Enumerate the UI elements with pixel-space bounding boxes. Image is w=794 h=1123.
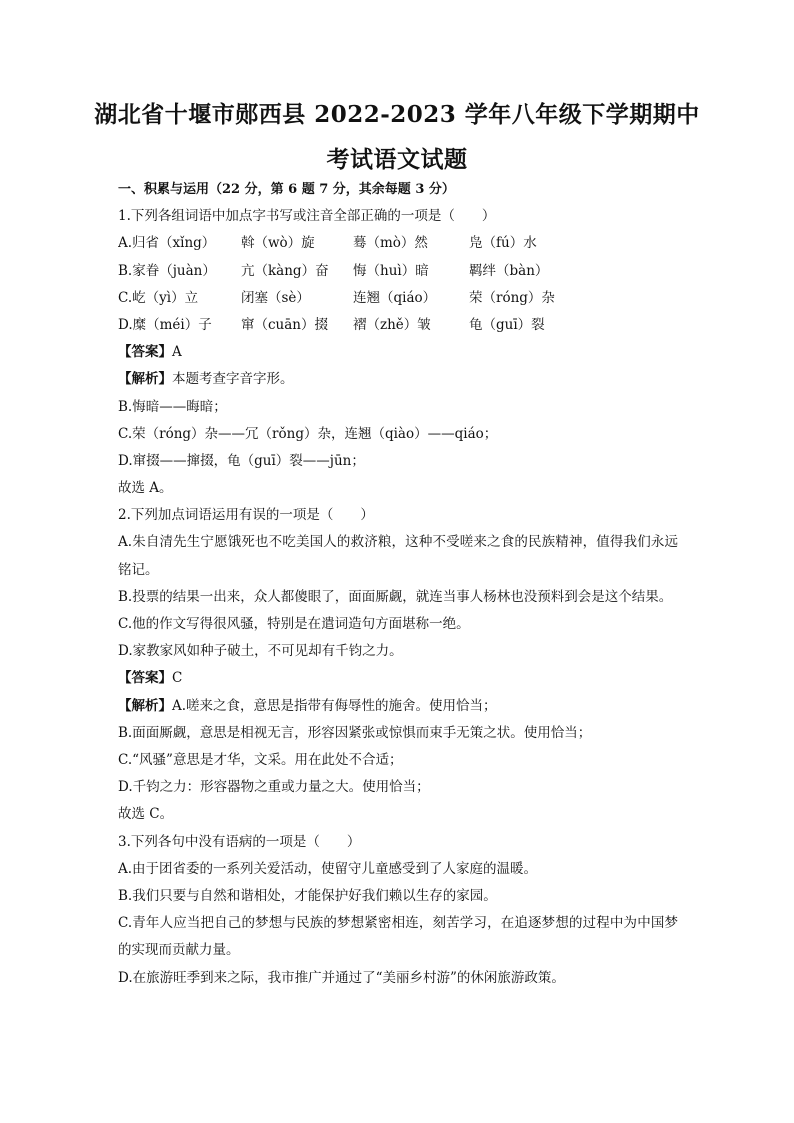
option-item: D.糜（méi）子 (118, 316, 212, 333)
option-item: 悔（huì）暗 (353, 262, 429, 279)
option-item: 羁绊（bàn） (469, 262, 549, 279)
option-item: 亢（kàng）奋 (241, 262, 329, 279)
option-item: 连翘（qiáo） (353, 289, 437, 306)
analysis-line: 故选 A。 (118, 480, 173, 497)
answer-value: A (172, 344, 182, 361)
question-3-option-c: C.青年人应当把自己的梦想与民族的梦想紧密相连，刻苦学习，在追逐梦想的过程中为中国梦的实现而贡献力量。 (118, 915, 678, 959)
option-item: 斡（wò）旋 (241, 235, 315, 252)
option-item: 褶（zhě）皱 (353, 316, 431, 333)
section-heading: 一、积累与运用（22 分，第 6 题 7 分，其余每题 3 分） (118, 182, 455, 197)
question-3-option-b: B.我们只要与自然和谐相处，才能保护好我们赖以生存的家园。 (118, 887, 497, 904)
question-3-stem: 3.下列各句中没有语病的一项是（ ） (118, 833, 361, 850)
question-1-option-c (118, 285, 678, 312)
option-item: 荣（róng）杂 (469, 289, 555, 306)
option-item: B.家眷（juàn） (118, 262, 216, 279)
analysis-tag: 【解析】 (118, 371, 172, 388)
question-1-answer (118, 339, 678, 366)
option-item: 龟（guī）裂 (469, 316, 545, 333)
analysis-line: B.面面厮觑，意思是相视无言，形容因紧张或惊惧而束手无策之状。使用恰当； (118, 724, 592, 741)
question-1-option-a (118, 230, 678, 257)
option-item: 蓦（mò）然 (353, 235, 428, 252)
question-1-analysis (118, 366, 678, 393)
analysis-line: D.窜掇——撺掇，龟（guī）裂——jūn； (118, 452, 365, 469)
analysis-line: C.“风骚”意思是才华，文采。用在此处不合适； (118, 751, 403, 768)
question-2-option-a: A.朱自清先生宁愿饿死也不吃美国人的救济粮，这种不受嗟来之食的民族精神，值得我们永远铭记。 (118, 534, 678, 578)
question-2-option-b: B.投票的结果一出来，众人都傻眼了，面面厮觑，就连当事人杨林也没预料到会是这个结果。 (118, 588, 673, 605)
option-item: 闭塞（sè） (241, 289, 310, 306)
page-subtitle: 考试语文试题 (326, 146, 468, 173)
answer-value: C (172, 670, 183, 687)
question-2-answer (118, 665, 678, 692)
answer-tag: 【答案】 (118, 670, 172, 687)
exam-content (118, 176, 678, 992)
analysis-line: C.荣（róng）杂——冗（rǒng）杂，连翘（qiào）——qiáo； (118, 425, 498, 442)
page-title: 湖北省十堰市郧西县 2022-2023 学年八年级下学期期中 (94, 101, 700, 128)
option-item: C.屹（yì）立 (118, 289, 199, 306)
answer-tag: 【答案】 (118, 344, 172, 361)
analysis-line: B.悔暗——晦暗； (118, 398, 227, 415)
question-2-option-c: C.他的作文写得很风骚，特别是在遣词造句方面堪称一绝。 (118, 616, 470, 633)
question-1-option-b (118, 258, 678, 285)
question-2-analysis (118, 693, 678, 720)
question-2-option-d: D.家教家风如种子破土，不可见却有千钧之力。 (118, 643, 403, 660)
question-2-stem: 2.下列加点词语运用有误的一项是（ ） (118, 507, 374, 524)
analysis-tag: 【解析】 (118, 697, 172, 714)
option-item: 凫（fú）水 (469, 235, 537, 252)
analysis-line: 故选 C。 (118, 806, 174, 823)
analysis-text: A.嗟来之食，意思是指带有侮辱性的施舍。使用恰当； (172, 697, 497, 714)
question-1-stem: 1.下列各组词语中加点字书写或注音全部正确的一项是（ ） (118, 208, 496, 225)
question-1-option-d (118, 312, 678, 339)
question-3-option-d: D.在旅游旺季到来之际，我市推广并通过了“美丽乡村游”的休闲旅游政策。 (118, 969, 565, 986)
analysis-line: D.千钧之力：形容器物之重或力量之大。使用恰当； (118, 779, 430, 796)
analysis-text: 本题考查字音字形。 (172, 371, 294, 388)
question-3-option-a: A.由于团省委的一系列关爱活动，使留守儿童感受到了人家庭的温暖。 (118, 860, 538, 877)
option-item: A.归省（xǐng） (118, 235, 216, 252)
option-item: 窜（cuān）掇 (241, 316, 328, 333)
